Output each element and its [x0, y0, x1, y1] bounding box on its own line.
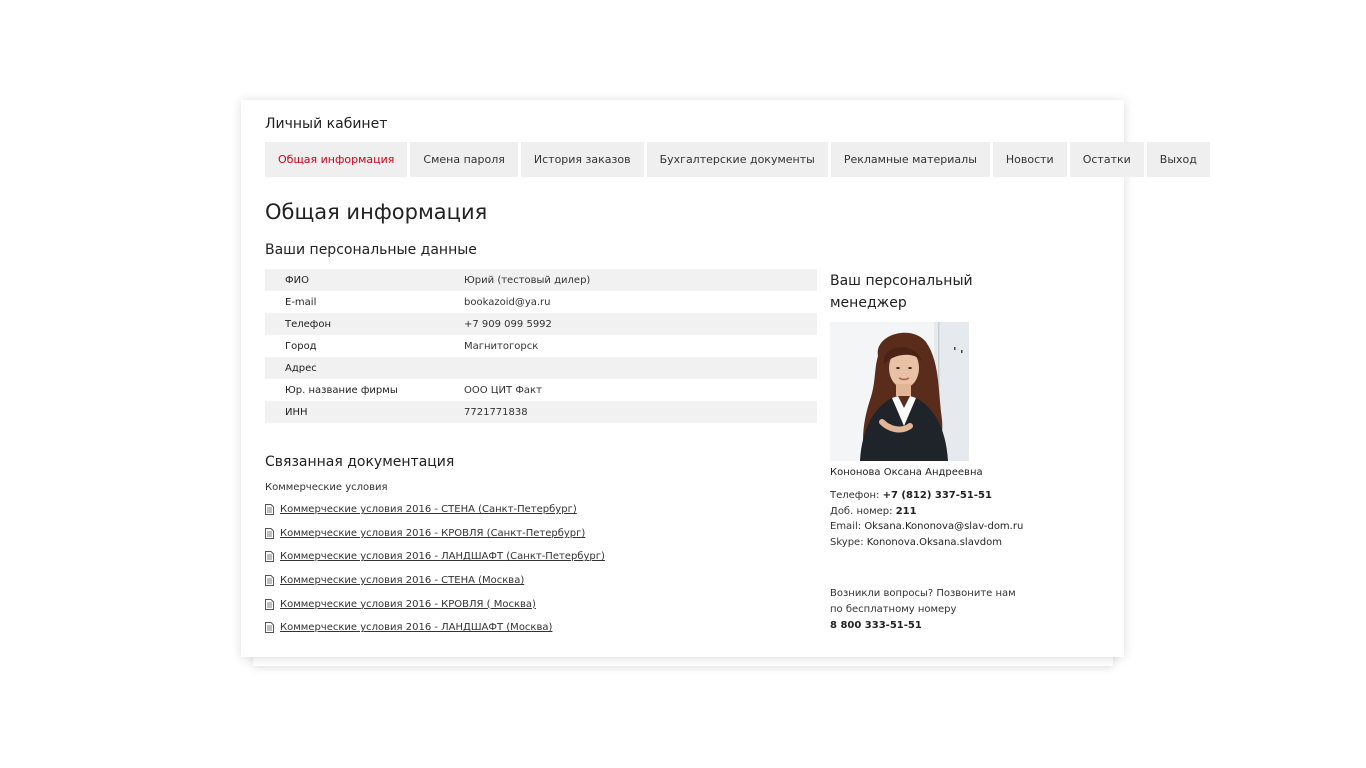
help-block [830, 586, 1020, 634]
personal-data-table [265, 269, 817, 423]
tab-stock[interactable]: Остатки [1070, 142, 1144, 177]
table-row [265, 269, 817, 291]
row-value: ООО ЦИТ Факт [464, 384, 542, 396]
manager-contacts [830, 488, 1090, 550]
doc-link[interactable]: Коммерческие условия 2016 - КРОВЛЯ (Санкт-Петербург) [280, 527, 586, 539]
document-icon [265, 504, 274, 515]
row-label: Город [285, 340, 317, 352]
contact-email [830, 519, 1090, 535]
table-row [265, 379, 817, 401]
document-icon [265, 528, 274, 539]
contact-value: Oksana.Kononova@slav-dom.ru [864, 521, 1024, 532]
document-icon [265, 622, 274, 633]
contact-label: Email: [830, 521, 862, 532]
tab-accounting-docs[interactable]: Бухгалтерские документы [647, 142, 828, 177]
table-row [265, 313, 817, 335]
contact-value: 211 [895, 505, 917, 517]
table-row [265, 291, 817, 313]
list-item [265, 569, 605, 593]
row-value: 7721771838 [464, 401, 817, 423]
tab-bar [265, 142, 1210, 177]
row-value: Юрий (тестовый дилер) [464, 269, 817, 291]
doc-link[interactable]: Коммерческие условия 2016 - СТЕНА (Москва) [280, 575, 525, 587]
tab-logout[interactable]: Выход [1147, 142, 1210, 177]
doc-link[interactable]: Коммерческие условия 2016 - ЛАНДШАФТ (Санкт-Петербург) [280, 551, 605, 563]
manager-title: Ваш персональный менеджер [830, 273, 973, 311]
list-item [265, 498, 605, 522]
tab-order-history[interactable]: История заказов [521, 142, 644, 177]
page-heading: Общая информация [265, 200, 488, 224]
row-value: Магнитогорск [464, 340, 539, 352]
manager-photo [830, 322, 969, 461]
row-label: E-mail [285, 296, 317, 308]
doc-link[interactable]: Коммерческие условия 2016 - ЛАНДШАФТ (Москва) [280, 622, 553, 634]
table-row [265, 357, 817, 379]
manager-panel [830, 270, 1090, 634]
tab-promo-materials[interactable]: Рекламные материалы [831, 142, 990, 177]
personal-data-title: Ваши персональные данные [265, 242, 477, 258]
document-icon [265, 551, 274, 562]
document-icon [265, 575, 274, 586]
table-row [265, 401, 817, 423]
card-title: Личный кабинет [265, 116, 388, 132]
contact-value: +7 (812) 337-51-51 [882, 490, 992, 501]
tab-general-info[interactable]: Общая информация [265, 142, 407, 177]
contact-value: Kononova.Oksana.slavdom [866, 536, 1002, 548]
doc-link[interactable]: Коммерческие условия 2016 - КРОВЛЯ ( Москва) [280, 598, 536, 610]
help-phone: 8 800 333-51-51 [830, 620, 922, 631]
contact-phone [830, 488, 1090, 504]
list-item [265, 545, 605, 569]
row-value: +7 909 099 5992 [464, 313, 817, 335]
list-item [265, 616, 605, 640]
docs-subtitle: Коммерческие условия [265, 482, 388, 493]
row-label: Юр. название фирмы [285, 384, 398, 396]
row-label: Телефон [265, 313, 464, 335]
doc-link[interactable]: Коммерческие условия 2016 - СТЕНА (Санкт-Петербург) [280, 504, 577, 516]
list-item [265, 592, 605, 616]
contact-ext [830, 504, 1090, 520]
tab-news[interactable]: Новости [993, 142, 1067, 177]
list-item [265, 522, 605, 546]
contact-label: Skype: [830, 536, 864, 548]
contact-label: Телефон: [830, 490, 880, 501]
help-text: Возникли вопросы? Позвоните нам по бесплатному номеру [830, 588, 1016, 615]
row-label: Адрес [265, 357, 464, 379]
row-value [464, 357, 817, 379]
row-value: bookazoid@ya.ru [464, 296, 551, 308]
related-docs-title: Связанная документация [265, 454, 455, 470]
doc-list [265, 498, 605, 640]
manager-name: Кононова Оксана Андреевна [830, 467, 983, 478]
row-label: ФИО [265, 269, 464, 291]
table-row [265, 335, 817, 357]
document-icon [265, 599, 274, 610]
account-card [241, 100, 1197, 657]
tab-change-password[interactable]: Смена пароля [410, 142, 517, 177]
contact-label: Доб. номер: [830, 505, 893, 517]
row-label: ИНН [265, 401, 464, 423]
contact-skype [830, 535, 1090, 551]
